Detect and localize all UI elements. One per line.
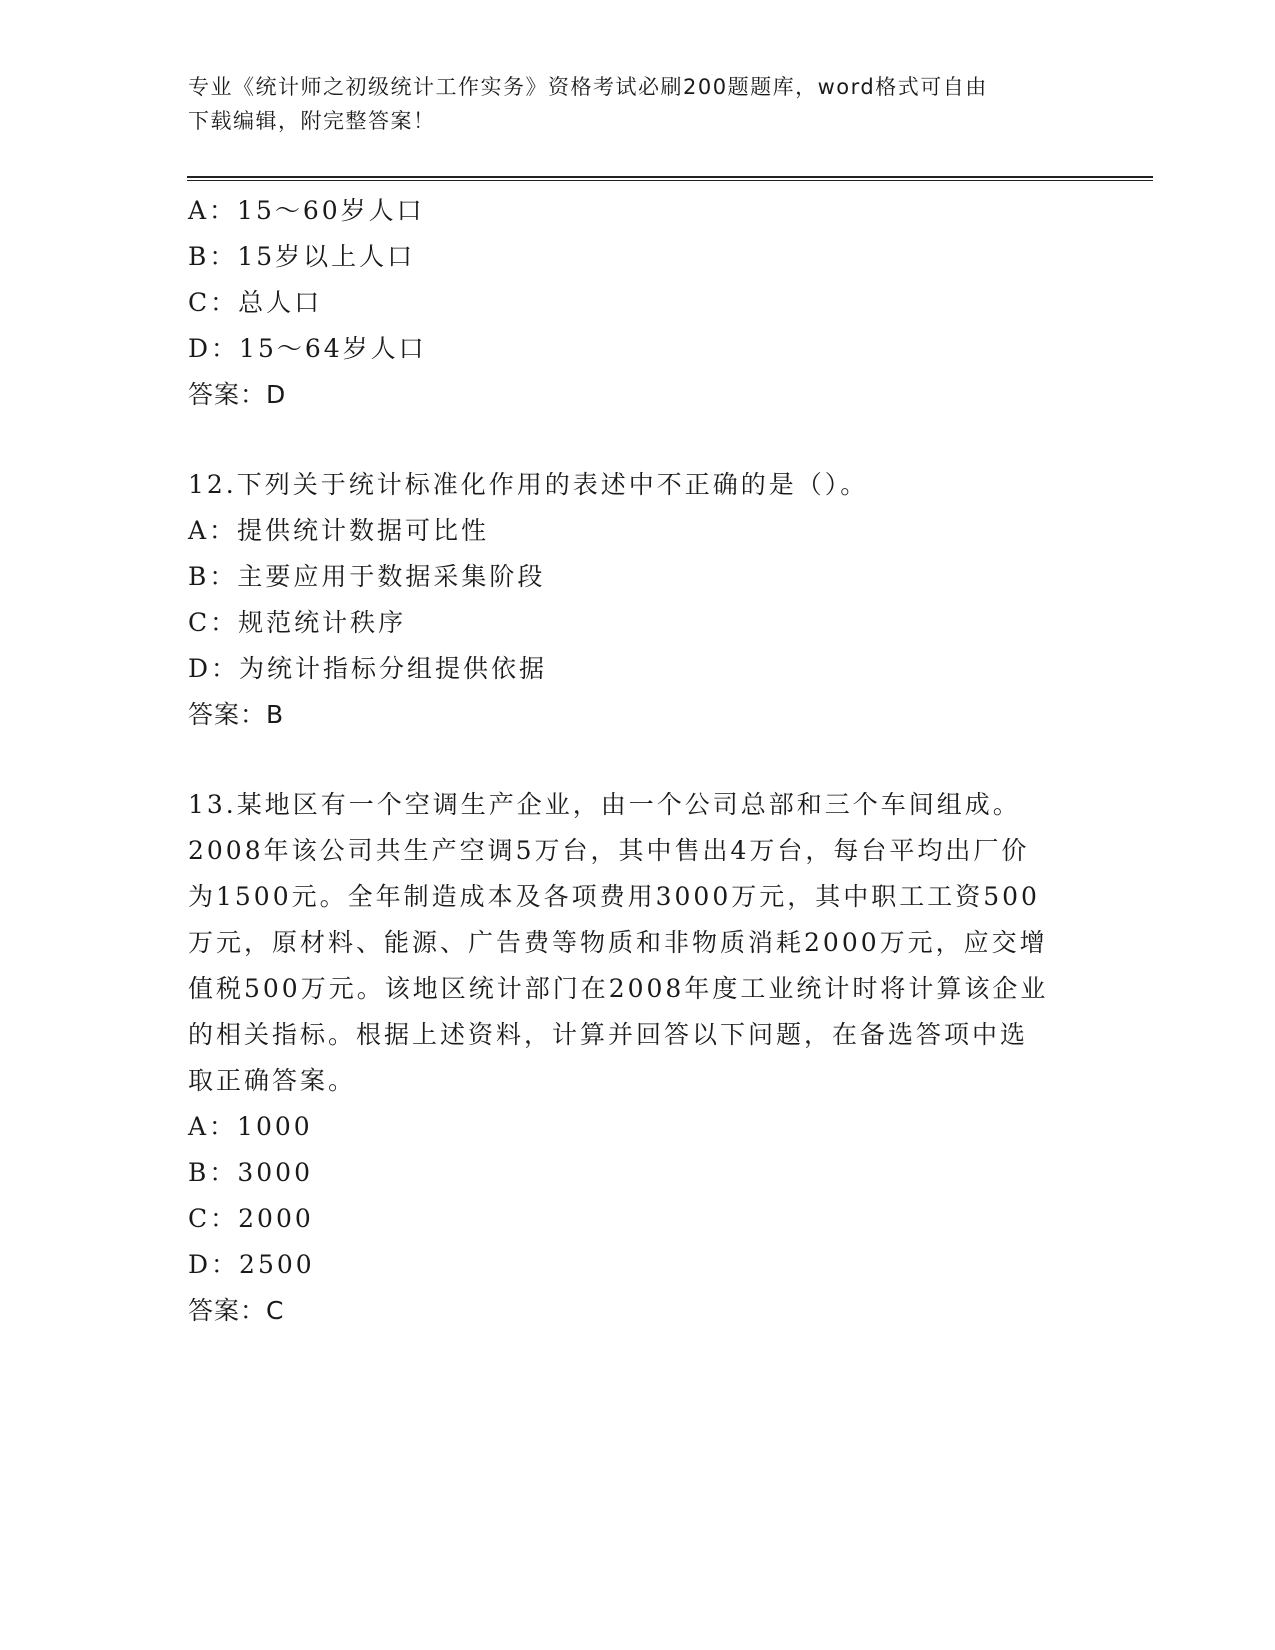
spacer bbox=[188, 418, 1088, 462]
option-c: C：2000 bbox=[188, 1204, 314, 1233]
question-stem-line: 万元，原材料、能源、广告费等物质和非物质消耗2000万元，应交增 bbox=[188, 928, 1048, 957]
option-d: D：2500 bbox=[188, 1250, 315, 1279]
option-a: A：15～60岁人口 bbox=[188, 196, 425, 225]
option-d: D：15～64岁人口 bbox=[188, 334, 427, 363]
question-stem-line: 为1500元。全年制造成本及各项费用3000万元，其中职工工资500 bbox=[188, 882, 1040, 911]
option-b: B：主要应用于数据采集阶段 bbox=[188, 562, 546, 591]
answer: 答案：C bbox=[188, 1296, 285, 1325]
question-stem: 12.下列关于统计标准化作用的表述中不正确的是（）。 bbox=[188, 470, 869, 499]
option-c: C：总人口 bbox=[188, 288, 323, 317]
question-12 bbox=[188, 462, 1088, 738]
question-11 bbox=[188, 188, 1088, 418]
option-c: C：规范统计秩序 bbox=[188, 608, 407, 637]
header-line-1: 专业《统计师之初级统计工作实务》资格考试必刷200题题库，word格式可自由 bbox=[188, 75, 988, 99]
question-stem-line: 取正确答案。 bbox=[188, 1066, 357, 1095]
document-body bbox=[188, 188, 1088, 1334]
question-stem-line: 13.某地区有一个空调生产企业，由一个公司总部和三个车间组成。 bbox=[188, 790, 1021, 819]
option-a: A：提供统计数据可比性 bbox=[188, 516, 490, 545]
option-a: A：1000 bbox=[188, 1112, 313, 1141]
question-stem-line: 的相关指标。根据上述资料，计算并回答以下问题，在备选答项中选 bbox=[188, 1020, 1029, 1049]
answer: 答案：B bbox=[188, 700, 285, 729]
option-d: D：为统计指标分组提供依据 bbox=[188, 654, 548, 683]
option-b: B：15岁以上人口 bbox=[188, 242, 416, 271]
question-13 bbox=[188, 782, 1088, 1334]
answer: 答案：D bbox=[188, 380, 287, 409]
header-divider bbox=[187, 176, 1153, 181]
question-stem-line: 2008年该公司共生产空调5万台，其中售出4万台，每台平均出厂价 bbox=[188, 836, 1030, 865]
question-stem-line: 值税500万元。该地区统计部门在2008年度工业统计时将计算该企业 bbox=[188, 974, 1049, 1003]
header-line-2: 下载编辑，附完整答案！ bbox=[188, 109, 436, 133]
spacer bbox=[188, 738, 1088, 782]
option-b: B：3000 bbox=[188, 1158, 313, 1187]
page-header bbox=[188, 70, 1088, 138]
